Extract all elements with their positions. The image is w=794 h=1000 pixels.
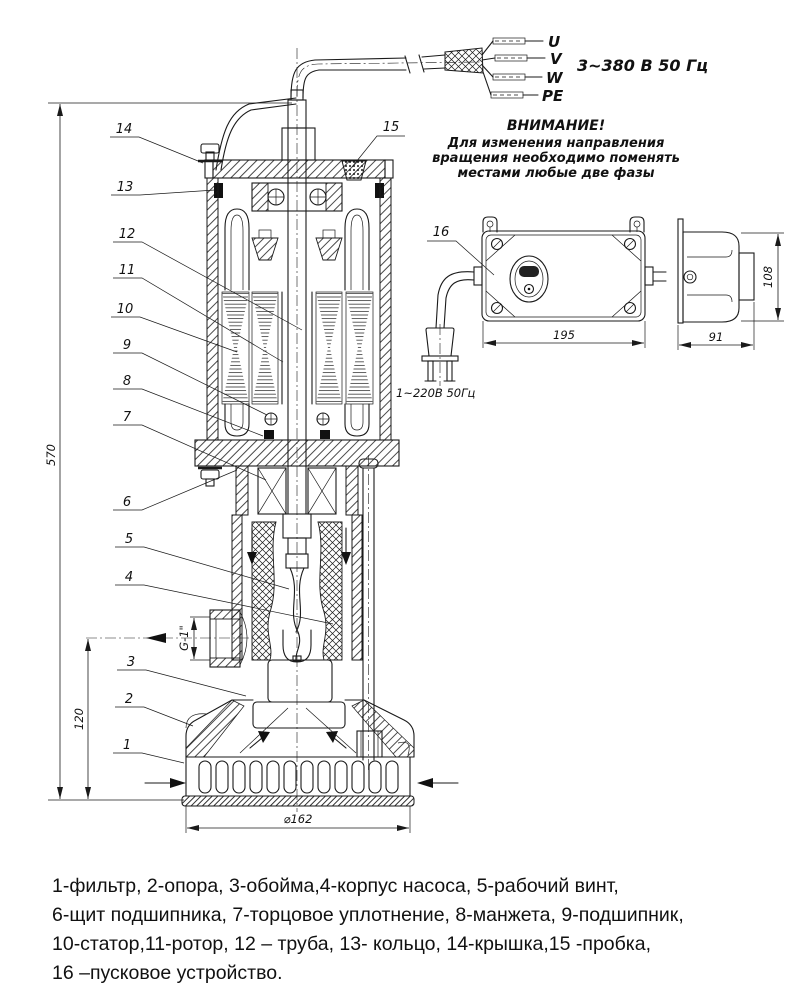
rubber-sleeve-right (318, 522, 342, 660)
cable-gland (282, 90, 315, 160)
start-button (519, 266, 539, 277)
wire-label-pe: PE (542, 87, 564, 105)
power-cable (291, 48, 483, 98)
parts-list-caption (52, 872, 762, 988)
wire-label-w: W (546, 69, 563, 87)
callout-4: 4 (124, 570, 134, 585)
callout-13: 13 (116, 180, 134, 195)
shield-bolt-head (201, 470, 219, 479)
mount-plate (678, 219, 683, 323)
dim-base-diameter: ⌀162 (283, 812, 313, 826)
callout-10: 10 (116, 302, 134, 317)
dim-device-width: 195 (553, 328, 575, 342)
caption-line-4: 16 –пусковое устройство. (52, 962, 283, 984)
device-body (482, 231, 645, 321)
wire-label-u: U (548, 33, 561, 51)
starting-device-side-view (678, 219, 784, 350)
cuff-seal-left (264, 430, 274, 439)
outlet-flow-arrow (146, 633, 166, 643)
start-button-panel (510, 256, 548, 302)
warning-line2: вращения необходимо поменять (432, 151, 680, 166)
inlet-arrow-right (417, 778, 458, 788)
callout-7: 7 (122, 410, 132, 425)
callout-8: 8 (122, 374, 132, 389)
filter (182, 742, 414, 806)
dim-height-total: 570 (44, 444, 58, 466)
caption-line-1: 1-фильтр, 2-опора, 3-обойма,4-корпус насоса, 5-рабочий винт, (52, 875, 619, 897)
caption-line-2: 6-щит подшипника, 7-торцовое уплотнение, 8-манжета, 9-подшипник, (52, 904, 684, 926)
dimension-108 (741, 233, 784, 321)
starting-device-front-view (396, 217, 666, 400)
top-cover (198, 144, 393, 180)
callout-14: 14 (115, 122, 133, 137)
casing-neck-right (346, 466, 358, 515)
callout-16: 16 (432, 225, 450, 240)
power-cord-and-plug (422, 272, 474, 386)
callout-6: 6 (122, 495, 132, 510)
casing-neck-left (236, 466, 248, 515)
slot-wedge-right (316, 238, 342, 260)
caption-line-3: 10-статор,11-ротор, 12 – труба, 13- кольцо, 14-крышка,15 -пробка, (52, 933, 652, 955)
callout-9: 9 (122, 338, 132, 353)
dimension-162 (186, 806, 410, 833)
dimension-120 (72, 639, 88, 799)
dimension-195 (483, 321, 645, 348)
support-base (186, 656, 414, 757)
callout-2: 2 (124, 692, 134, 707)
wire-label-v: V (550, 50, 562, 68)
housing-wall-right (380, 178, 391, 440)
dim-outlet-thread: G-1" (177, 625, 191, 651)
callout-11: 11 (118, 263, 136, 278)
inlet-flow-arrows-inner (250, 731, 346, 748)
dimension-91 (678, 302, 754, 350)
warning-note (432, 118, 680, 181)
cable-braid (445, 48, 483, 73)
wire-ends (482, 33, 564, 105)
callout-15: 15 (382, 120, 400, 135)
dim-device-depth: 91 (708, 330, 724, 344)
housing-wall-left (207, 178, 218, 440)
device-side-body (683, 232, 739, 322)
pump-casing-right (352, 515, 362, 660)
three-phase-rating: 3~380 В 50 Гц (577, 56, 709, 75)
callout-5: 5 (124, 532, 134, 547)
pump-section-view (86, 33, 708, 812)
warning-line3: местами любые две фазы (457, 166, 655, 181)
dimension-g1 (177, 617, 210, 660)
callout-12: 12 (118, 227, 136, 242)
warning-title: ВНИМАНИЕ! (506, 118, 606, 134)
slot-wedge-left (252, 238, 278, 260)
corner-screws (492, 239, 636, 314)
single-phase-rating: 1~220В 50Гц (396, 386, 476, 400)
cable-gland-side (684, 271, 696, 283)
inlet-arrow-left (145, 778, 186, 788)
warning-line1: Для изменения направления (447, 136, 665, 151)
dim-device-height: 108 (761, 266, 775, 288)
rubber-sleeve-left (252, 522, 276, 660)
callout-3: 3 (126, 655, 136, 670)
filter-slots (199, 761, 398, 793)
cuff-seal-right (320, 430, 330, 439)
dim-height-outlet: 120 (72, 708, 86, 730)
stator-rotor-core (222, 292, 373, 404)
callout-1: 1 (122, 738, 132, 753)
